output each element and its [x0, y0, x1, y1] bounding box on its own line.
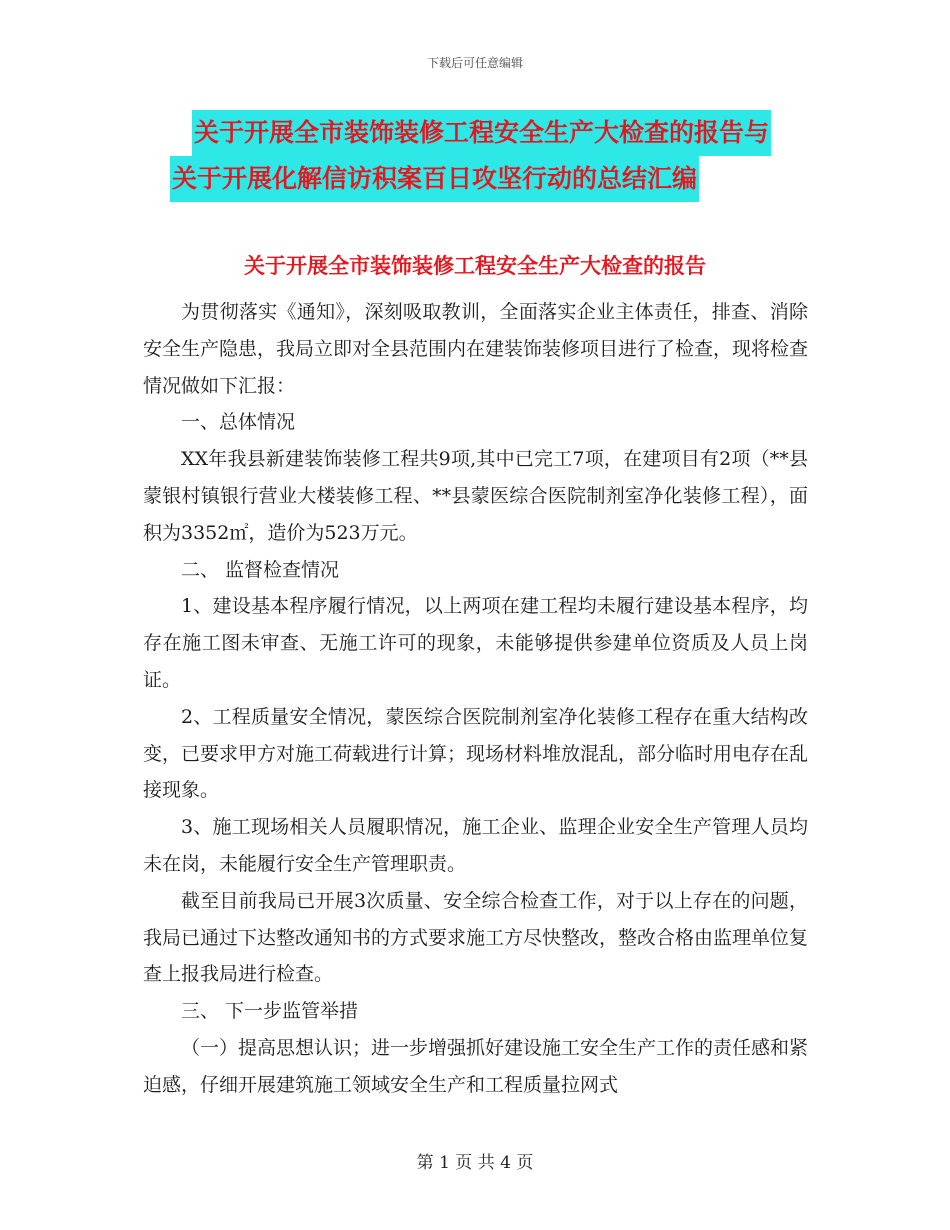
document-title: [172, 110, 771, 202]
paragraph: XX年我县新建装饰装修工程共9项,其中已完工7项，在建项目有2项（**县蒙银村镇银行营业大楼装修工程、**县蒙医综合医院制剂室净化装修工程），面积为3352㎡，造价为523万元。: [143, 448, 808, 544]
paragraph: 二、 监督检查情况: [181, 558, 340, 581]
document-body: [143, 294, 808, 1104]
page-footer: 第 1 页 共 4 页: [416, 1153, 534, 1173]
title-line-2: 关于开展化解信访积案百日攻坚行动的总结汇编: [170, 156, 699, 202]
paragraph: 3、施工现场相关人员履职情况，施工企业、监理企业安全生产管理人员均未在岗，未能履行安全生产管理职责。: [143, 816, 808, 875]
paragraph: 2、工程质量安全情况，蒙医综合医院制剂室净化装修工程存在重大结构改变，已要求甲方对施工荷载进行计算；现场材料堆放混乱，部分临时用电存在乱接现象。: [143, 705, 809, 802]
paragraph: 一、总体情况: [181, 411, 296, 434]
paragraph: 三、 下一步监管举措: [181, 1000, 359, 1023]
section-title: 关于开展全市装饰装修工程安全生产大检查的报告: [244, 254, 706, 278]
header-note: 下载后可任意编辑: [426, 56, 523, 70]
title-line-1: 关于开展全市装饰装修工程安全生产大检查的报告与: [192, 110, 771, 156]
paragraph: （一）提高思想认识；进一步增强抓好建设施工安全生产工作的责任感和紧迫感，仔细开展建筑施工领域安全生产和工程质量拉网式: [143, 1036, 809, 1096]
paragraph: 截至目前我局已开展3次质量、安全综合检查工作，对于以上存在的问题，我局已通过下达整改通知书的方式要求施工方尽快整改，整改合格由监理单位复查上报我局进行检查。: [143, 889, 809, 986]
paragraph: 为贯彻落实《通知》，深刻吸取教训，全面落实企业主体责任，排查、消除安全生产隐患，我局立即对全县范围内在建装饰装修项目进行了检查，现将检查情况做如下汇报：: [143, 301, 809, 397]
paragraph: 1、建设基本程序履行情况，以上两项在建工程均未履行建设基本程序，均存在施工图未审查、无施工许可的现象，未能够提供参建单位资质及人员上岗证。: [143, 595, 808, 691]
